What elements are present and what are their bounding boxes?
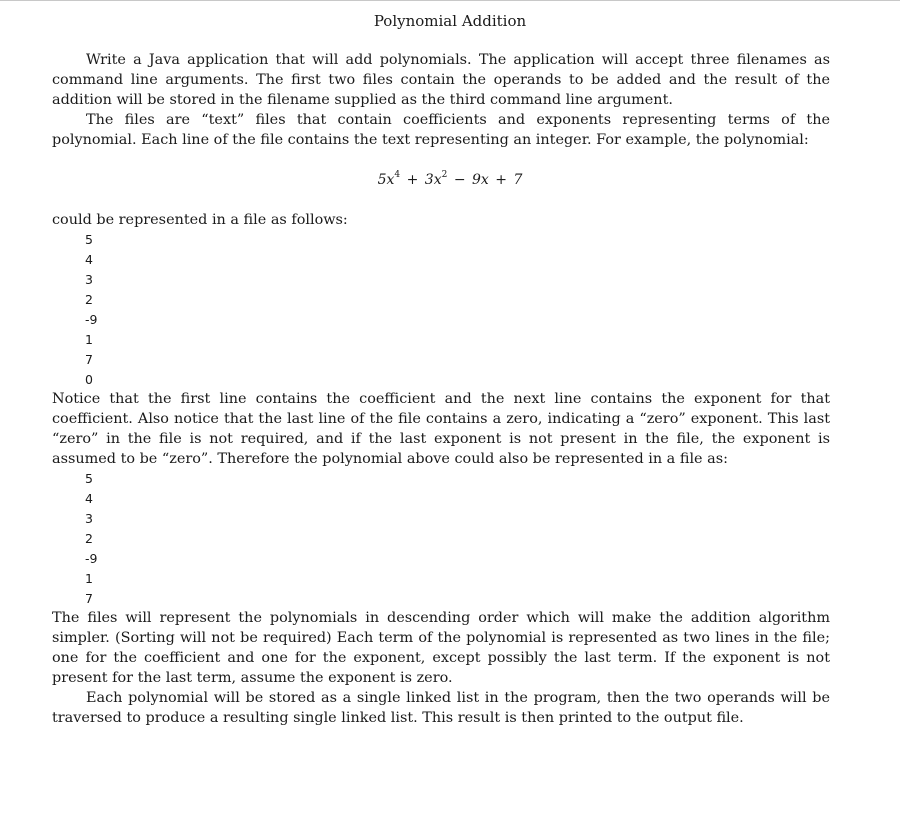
formula-exponent: 2 (441, 170, 448, 180)
polynomial-formula (0, 170, 900, 190)
formula-term: 5 (377, 172, 387, 188)
file-line: 2 (85, 292, 93, 307)
formula-term: 9 (472, 172, 481, 188)
file-line: 5 (85, 471, 93, 486)
paragraph-file-format: The files are “text” files that contain coefficients and exponents representing terms of the polynomial. Each line of the file contains the text representing an integer. For example, the polynomial: (52, 112, 830, 148)
paragraph-represented: could be represented in a file as follows: (52, 212, 348, 228)
file-line: 7 (85, 591, 93, 606)
file-line: 1 (85, 571, 93, 586)
file-line: 2 (85, 531, 93, 546)
page-title: Polynomial Addition (373, 12, 527, 30)
file-line: -9 (85, 312, 98, 327)
paragraph-descending-order: The files will represent the polynomials in descending order which will make the addition algorithm simpler. (Sorting will not be required) Each term of the polynomial is represented as two lines in the file; one for the coefficient and one for the exponent, except possibly the last term. If the exponent is not present for the last term, assume the exponent is zero. (52, 610, 830, 686)
file-line: 7 (85, 352, 93, 367)
formula-operator: + (406, 172, 419, 188)
paragraph-notice: Notice that the first line contains the coefficient and the next line contains the exponent for that coefficient. Also notice that the last line of the file contains a zero, indicating a “zero” exponent. This last “zero” in the file is not required, and if the last exponent is not present in the file, the exponent is assumed to be “zero”. Therefore the polynomial above could also be represented in a file as: (52, 391, 830, 467)
formula-operator: + (495, 172, 508, 188)
formula-variable: x (480, 172, 489, 188)
file-line: 5 (85, 232, 93, 247)
formula-variable: x (386, 172, 395, 188)
file-line: 3 (85, 272, 93, 287)
formula-variable: x (433, 172, 442, 188)
top-rule (0, 0, 900, 1)
file-line: 4 (85, 252, 93, 267)
formula-operator: − (453, 172, 466, 188)
file-line: -9 (85, 551, 98, 566)
file-line: 4 (85, 491, 93, 506)
formula-term: 3 (424, 172, 434, 188)
formula-exponent: 4 (394, 170, 401, 180)
file-line: 0 (85, 372, 93, 387)
file-line: 3 (85, 511, 93, 526)
file-line: 1 (85, 332, 93, 347)
paragraph-linked-list: Each polynomial will be stored as a single linked list in the program, then the two operands will be traversed to produce a resulting single linked list. This result is then printed to the output file. (52, 690, 830, 726)
paragraph-intro: Write a Java application that will add polynomials. The application will accept three filenames as command line arguments. The first two files contain the operands to be added and the result of the addition will be stored in the filename supplied as the third command line argument. (52, 52, 830, 108)
formula-term: 7 (513, 172, 523, 188)
